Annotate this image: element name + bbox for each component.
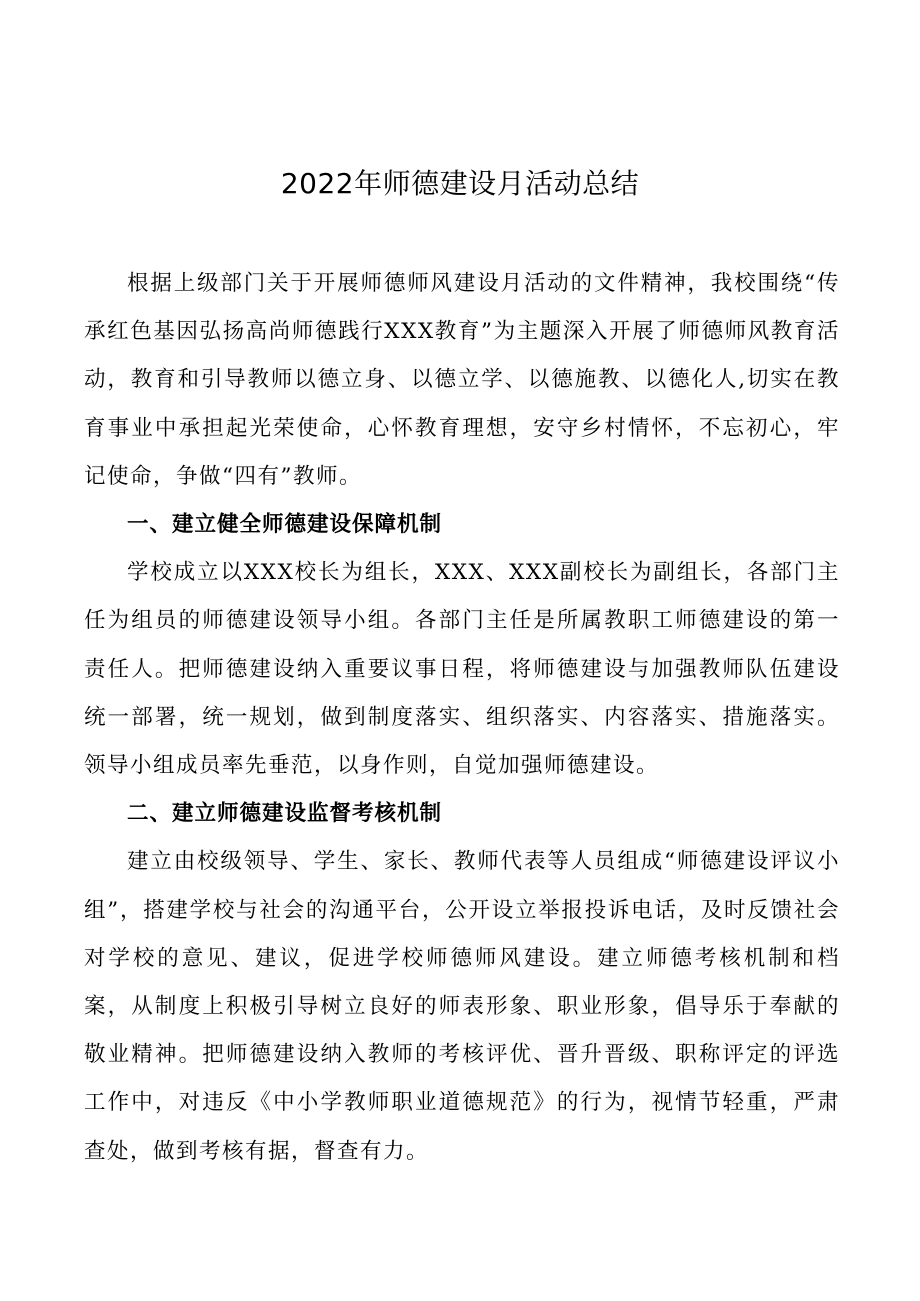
section-1-paragraph: 学校成立以XXX校长为组长，XXX、XXX副校长为副组长，各部门主任为组员的师德建设领导小组。各部门主任是所属教职工师德建设的第一责任人。把师德建设纳入重要议事日程，将师德建设与加强教师队伍建设统一部署，统一规划，做到制度落实、组织落实、内容落实、措施落实。领导小组成员率先垂范，以身作则，自觉加强师德建设。 [84, 560, 840, 779]
intro-paragraph: 根据上级部门关于开展师德师风建设月活动的文件精神，我校围绕“传承红色基因弘扬高尚师德践行XXX教育”为主题深入开展了师德师风教育活动，教育和引导教师以德立身、以德立学、以德施教、以德化人,切实在教育事业中承担起光荣使命，心怀教育理想，安守乡村情怀，不忘初心，牢记使命，争做“四有”教师。 [84, 271, 840, 489]
section-1-heading: 一、建立健全师德建设保障机制 [127, 512, 443, 538]
document-title: 2022年师德建设月活动总结 [280, 167, 640, 200]
section-2-paragraph: 建立由校级领导、学生、家长、教师代表等人员组成“师德建设评议小组”，搭建学校与社会的沟通平台，公开设立举报投诉电话，及时反馈社会对学校的意见、建议，促进学校师德师风建设。建立师德考核机制和档案，从制度上积极引导树立良好的师表形象、职业形象，倡导乐于奉献的敬业精神。把师德建设纳入教师的考核评优、晋升晋级、职称评定的评选工作中，对违反《中小学教师职业道德规范》的行为，视情节轻重，严肃查处，做到考核有据，督查有力。 [84, 849, 840, 1164]
section-2-heading: 二、建立师德建设监督考核机制 [127, 801, 443, 827]
document-body [84, 260, 840, 1176]
